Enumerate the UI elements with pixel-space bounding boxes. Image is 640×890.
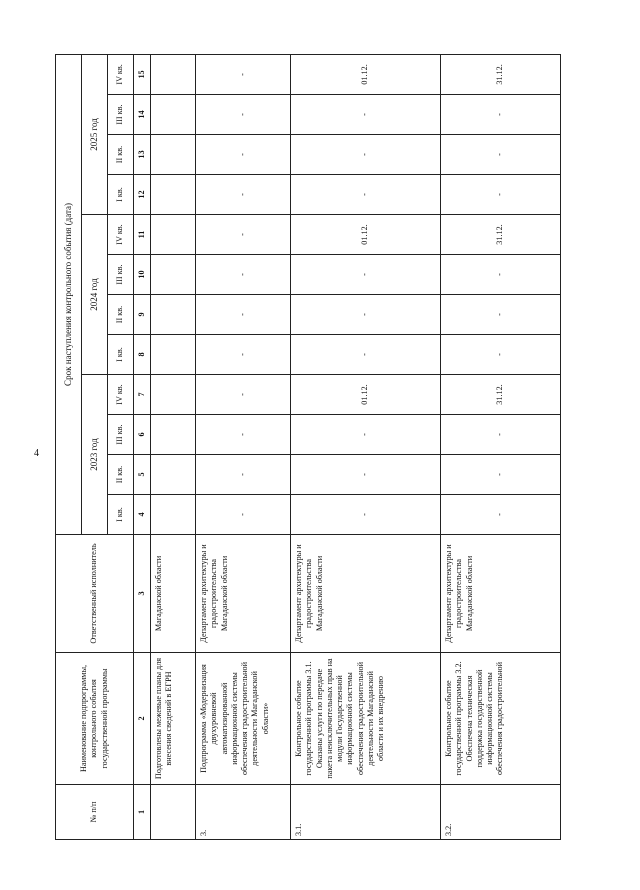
deadline-cell: -: [196, 415, 291, 455]
row-responsible: Департамент архитектуры и градостроительства Магаданской области: [196, 535, 291, 653]
deadline-cell: 01.12.: [291, 215, 441, 255]
deadline-cell: [151, 495, 196, 535]
column-index: 13: [134, 135, 151, 175]
deadline-cell: -: [196, 295, 291, 335]
deadline-cell: -: [441, 175, 561, 215]
header-quarter: I кв.: [108, 175, 134, 215]
table-row: [196, 54, 291, 839]
deadline-cell: -: [196, 175, 291, 215]
header-quarter: IV кв.: [108, 215, 134, 255]
column-index: 7: [134, 375, 151, 415]
column-index: 4: [134, 495, 151, 535]
deadline-cell: [151, 255, 196, 295]
column-index: 10: [134, 255, 151, 295]
deadline-cell: [151, 175, 196, 215]
deadline-cell: 31.12.: [441, 215, 561, 255]
deadline-cell: -: [291, 175, 441, 215]
row-name: Контрольное событие государственной программы 3.2. Обеспечена техническая поддержка государственной информационной системы обеспечения градостроительной: [441, 653, 561, 785]
deadline-cell: -: [291, 135, 441, 175]
page-number: 4: [34, 448, 39, 459]
deadline-cell: -: [291, 495, 441, 535]
deadline-cell: -: [441, 455, 561, 495]
deadline-cell: -: [291, 415, 441, 455]
header-quarter: I кв.: [108, 335, 134, 375]
deadline-cell: -: [291, 95, 441, 135]
row-name: Подпрограмма «Модернизация двухуровневой автоматизированной информационной системы обеспечения градостроительной деятельности Магаданской области»: [196, 653, 291, 785]
header-quarter: IV кв.: [108, 54, 134, 94]
table-row: [291, 54, 441, 839]
row-responsible: Департамент архитектуры и градостроительства Магаданской области: [441, 535, 561, 653]
header-quarter: III кв.: [108, 415, 134, 455]
header-deadline-title: Срок наступления контрольного события (дата): [56, 54, 82, 534]
header-col-name: Наименование подпрограммы, контрольного события государственной программы: [56, 653, 134, 785]
deadline-cell: -: [291, 295, 441, 335]
deadline-cell: 31.12.: [441, 375, 561, 415]
row-name: Подготовлены межевые планы для внесения сведений в ЕГРН: [151, 653, 196, 785]
deadline-cell: -: [291, 255, 441, 295]
deadline-cell: -: [441, 295, 561, 335]
column-index: 15: [134, 54, 151, 94]
row-number: 3.1.: [291, 785, 441, 840]
header-quarter: I кв.: [108, 495, 134, 535]
header-quarter: II кв.: [108, 135, 134, 175]
header-year-2023: 2023 год: [82, 375, 108, 535]
header-year-2024: 2024 год: [82, 215, 108, 375]
deadline-cell: -: [196, 335, 291, 375]
header-quarter: II кв.: [108, 455, 134, 495]
deadline-cell: -: [291, 455, 441, 495]
deadline-cell: -: [196, 255, 291, 295]
row-name: Контрольное событие государственной программы 3.1. Оказаны услуги по передаче пакета неисключительных прав на модули Государственной информационной системы обеспечения градостроительной деятельности Магаданской области и их внедрению: [291, 653, 441, 785]
deadline-cell: [151, 215, 196, 255]
deadline-cell: -: [196, 455, 291, 495]
deadline-cell: -: [196, 495, 291, 535]
column-index-row: [134, 54, 151, 839]
deadline-cell: -: [441, 135, 561, 175]
row-responsible: Департамент архитектуры и градостроительства Магаданской области: [291, 535, 441, 653]
header-row-1: [56, 54, 82, 839]
row-number: [151, 785, 196, 840]
column-index: 6: [134, 415, 151, 455]
deadline-cell: [151, 135, 196, 175]
header-quarter: III кв.: [108, 95, 134, 135]
rotated-table-container: [55, 55, 620, 840]
row-responsible: Магаданской области: [151, 535, 196, 653]
row-number: 3.: [196, 785, 291, 840]
column-index: 8: [134, 335, 151, 375]
header-year-2025: 2025 год: [82, 54, 108, 214]
header-quarter: II кв.: [108, 295, 134, 335]
deadline-cell: -: [196, 215, 291, 255]
control-events-table: [55, 54, 561, 840]
header-col-responsible: Ответственный исполнитель: [56, 535, 134, 653]
deadline-cell: 01.12.: [291, 375, 441, 415]
deadline-cell: [151, 95, 196, 135]
deadline-cell: [151, 415, 196, 455]
deadline-cell: [151, 455, 196, 495]
header-quarter: III кв.: [108, 255, 134, 295]
column-index: 11: [134, 215, 151, 255]
table-row: [151, 54, 196, 839]
header-col-number: № п/п: [56, 785, 134, 840]
column-index: 14: [134, 95, 151, 135]
deadline-cell: -: [441, 495, 561, 535]
deadline-cell: -: [441, 415, 561, 455]
deadline-cell: [151, 54, 196, 94]
table-row: [441, 54, 561, 839]
deadline-cell: -: [441, 255, 561, 295]
deadline-cell: -: [196, 135, 291, 175]
deadline-cell: 01.12.: [291, 54, 441, 94]
column-index: 2: [134, 653, 151, 785]
column-index: 5: [134, 455, 151, 495]
column-index: 9: [134, 295, 151, 335]
deadline-cell: -: [441, 95, 561, 135]
deadline-cell: [151, 335, 196, 375]
deadline-cell: -: [196, 95, 291, 135]
deadline-cell: -: [196, 375, 291, 415]
deadline-cell: [151, 295, 196, 335]
row-number: 3.2.: [441, 785, 561, 840]
deadline-cell: -: [291, 335, 441, 375]
deadline-cell: 31.12.: [441, 54, 561, 94]
column-index: 1: [134, 785, 151, 840]
column-index: 3: [134, 535, 151, 653]
header-quarter: IV кв.: [108, 375, 134, 415]
column-index: 12: [134, 175, 151, 215]
deadline-cell: -: [196, 54, 291, 94]
deadline-cell: -: [441, 335, 561, 375]
deadline-cell: [151, 375, 196, 415]
